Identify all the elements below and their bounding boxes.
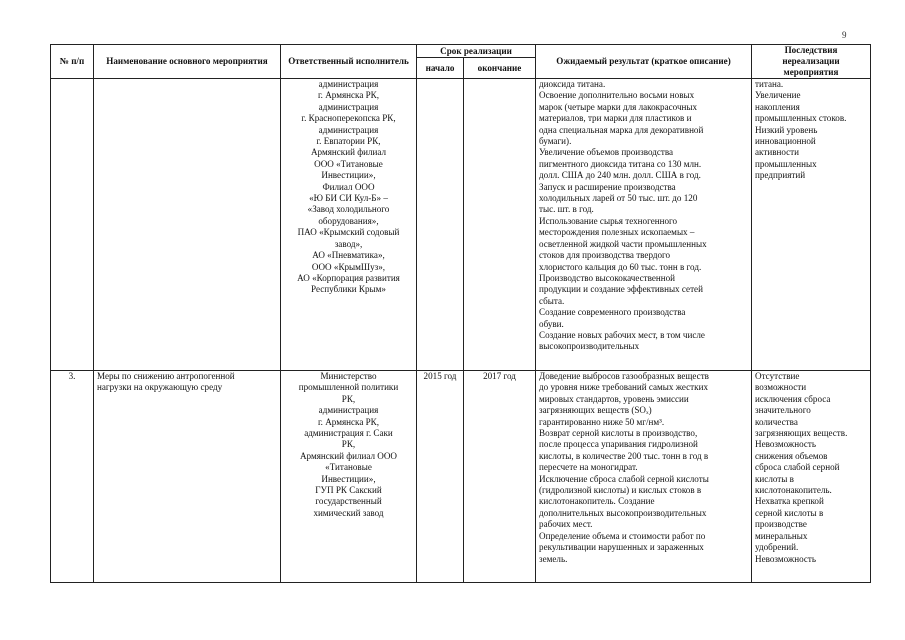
row2-result-line: до уровня ниже требований самых жестких [539, 382, 708, 393]
measures-table [50, 44, 871, 583]
row1-executor-line: завод», [334, 238, 363, 249]
row1-result-line: Создание новых рабочих мест, в том числе [539, 329, 705, 340]
header-measure: Наименование основного мероприятия [94, 45, 281, 79]
row2-consequence-line: минеральных [755, 530, 808, 541]
row1-executor-line: «Ю БИ СИ Кул-Б» – [309, 193, 388, 204]
row1-executor [281, 79, 417, 371]
row2-consequences [752, 371, 871, 583]
row2-consequence-line: Невозможность [755, 553, 817, 564]
row2-executor-line: государственный [315, 496, 382, 507]
row2-consequence-line: удобрений. [755, 542, 799, 553]
row1-num [51, 79, 94, 371]
row2-consequence-line: Отсутствие [755, 371, 800, 381]
row1-result-line: Освоение дополнительно восьми новых [539, 90, 695, 101]
row2-executor-line: г. Армянска РК, [317, 416, 380, 427]
row2-consequence-line: количества [755, 416, 798, 427]
row2-consequence-line: снижения объемов [755, 450, 828, 461]
row1-result-line: Создание современного производства [539, 307, 686, 318]
row1-executor-line: ООО «КрымШуз», [311, 261, 386, 272]
row1-consequence-line: Низкий уровень [755, 124, 818, 135]
row2-result-line: Доведение выбросов газообразных веществ [539, 371, 709, 381]
header-result: Ожидаемый результат (краткое описание) [536, 45, 752, 79]
row1-executor-line: АО «Корпорация развития [297, 272, 400, 283]
row1-result-line: Увеличение объемов производства [539, 147, 674, 158]
row2-result-line: земель. [539, 553, 568, 564]
row1-executor-line: администрация [318, 101, 379, 112]
row2-result-line: Исключение сброса слабой серной кислоты [539, 473, 709, 484]
row2-result-line: дополнительных высокопроизводительных [539, 507, 707, 518]
row2-executor-line: Инвестиции», [321, 473, 376, 484]
row1-executor-line: Армянский филиал [310, 147, 387, 158]
row1-result-line: обуви. [539, 318, 564, 329]
header-start: начало [417, 58, 464, 79]
row2-executor-line: химический завод [313, 507, 384, 518]
row2-result [536, 371, 752, 583]
row1-result-line: стоков для производства твердого [539, 250, 671, 261]
row1-result-line: холодильных ларей от 50 тыс. шт. до 120 [539, 193, 698, 204]
row1-result-line: осветленной жидкой части промышленных [539, 238, 707, 249]
row2-executor-line: «Титановые [325, 462, 372, 473]
row2-executor [281, 371, 417, 583]
page-number: 9 [842, 30, 847, 40]
row1-result-line: одна специальная марка для декоративной [539, 124, 704, 135]
row2-result-line: пересчете на моногидрат. [539, 462, 638, 473]
row1-result-line: Запуск и расширение производства [539, 181, 676, 192]
row2-executor-line: РК, [341, 393, 356, 404]
row2-consequence-line: производстве [755, 519, 807, 530]
row1-result-line: продукции и создание эффективных сетей [539, 284, 703, 295]
row1-result-line: долл. США до 240 млн. долл. США в год. [539, 170, 701, 181]
row1-result-line: тыс. шт. в год. [539, 204, 594, 215]
header-num: № п/п [51, 45, 94, 79]
row2-consequence-line: Нехватка крепкой [755, 496, 824, 507]
row2-end: 2017 год [464, 371, 536, 583]
row1-consequence-line: титана. [755, 79, 784, 89]
row1-executor-line: Республики Крым» [311, 284, 386, 295]
row1-result-line: Производство высококачественной [539, 272, 676, 283]
row1-measure [94, 79, 281, 371]
row1-executor-line: администрация [318, 124, 379, 135]
row1-result-line: высокопроизводительных [539, 341, 640, 352]
row2-measure [94, 371, 281, 583]
row1-consequences [752, 79, 871, 371]
row1-executor-line: г. Армянска РК, [317, 90, 380, 101]
row2-consequence-line: возможности [755, 382, 807, 393]
header-executor: Ответственный исполнитель [281, 45, 417, 79]
row2-consequence-line: кислоты в [755, 473, 794, 484]
row1-executor-line: ПАО «Крымский содовый [297, 227, 400, 238]
row2-result-line: Возврат серной кислоты в производство, [539, 428, 698, 439]
row1-end [464, 79, 536, 371]
row2-consequence-line: загрязняющих веществ. [755, 428, 848, 439]
row1-executor-line: г. Красноперекопска РК, [301, 113, 396, 124]
row1-result-line: марок (четыре марки для лакокрасочных [539, 101, 698, 112]
header-end: окончание [464, 58, 536, 79]
row1-result-line: Использование сырья техногенного [539, 215, 678, 226]
row1-result-line: материалов, три марки для пластиков и [539, 113, 692, 124]
row2-consequence-line: кислотонакопитель. [755, 485, 832, 496]
row2-result-line: рабочих мест. [539, 519, 593, 530]
row2-executor-line: Армянский филиал ООО [299, 450, 398, 461]
table-row [51, 79, 871, 371]
row1-executor-line: «Завод холодильного [307, 204, 390, 215]
row1-executor-line: Инвестиции», [321, 170, 376, 181]
row2-start: 2015 год [417, 371, 464, 583]
row1-executor-line: ООО «Титановые [314, 158, 383, 169]
row1-consequence-line: промышленных [755, 158, 817, 169]
row2-result-line: мировых стандартов, уровень эмиссии [539, 393, 689, 404]
row1-result-line: пигментного диоксида титана со 130 млн. [539, 158, 702, 169]
row2-result-line: кислоты, в количестве 200 тыс. тонн в год в [539, 450, 709, 461]
row1-result [536, 79, 752, 371]
row1-executor-line: оборудования», [318, 215, 379, 226]
row1-start [417, 79, 464, 371]
row2-result-line: загрязняющих веществ (SOₓ) [539, 405, 652, 416]
row2-result-line: рекультивации нарушенных и зараженных [539, 542, 704, 553]
row1-consequence-line: промышленных стоков. [755, 113, 847, 124]
row1-result-line: месторождения полезных ископаемых – [539, 227, 695, 238]
row2-executor-line: администрация г. Саки [304, 428, 393, 439]
row2-result-line: Определение объема и стоимости работ по [539, 530, 706, 541]
row2-result-line: кислотонакопитель. Создание [539, 496, 655, 507]
row1-consequence-line: активности [755, 147, 800, 158]
row2-executor-line: РК, [341, 439, 356, 450]
row2-consequence-line: серной кислоты в [755, 507, 824, 518]
row2-measure-line: Меры по снижению антропогенной [97, 371, 235, 381]
row2-consequence-line: Невозможность [755, 439, 817, 450]
row2-result-line: (гидролизной кислоты) и кислых стоков в [539, 485, 702, 496]
row1-result-line: диоксида титана. [539, 79, 606, 89]
header-consequences: Последствия нереализации мероприятия [752, 45, 871, 79]
row2-consequence-line: исключения сброса [755, 393, 831, 404]
row1-consequence-line: накопления [755, 101, 800, 112]
row2-consequence-line: сброса слабой серной [755, 462, 840, 473]
row2-result-line: гарантированно ниже 50 мг/нм³. [539, 416, 665, 427]
row1-result-line: бумаги). [539, 136, 572, 147]
row2-num: 3. [51, 371, 94, 583]
row1-executor-line: администрация [318, 79, 379, 89]
table-row [51, 371, 871, 583]
row1-consequence-line: предприятий [755, 170, 806, 181]
row1-result-line: хлористого кальция до 60 тыс. тонн в год. [539, 261, 702, 272]
row1-consequence-line: Увеличение [755, 90, 801, 101]
row1-consequence-line: инновационной [755, 136, 816, 147]
row1-executor-line: г. Евпатории РК, [316, 136, 381, 147]
row2-measure-line: нагрузки на окружающую среду [97, 382, 223, 393]
row2-executor-line: промышленной политики [298, 382, 399, 393]
row2-executor-line: Министерство [320, 371, 377, 381]
row2-result-line: после процесса упаривания гидролизной [539, 439, 698, 450]
row1-executor-line: АО «Пневматика», [312, 250, 385, 261]
row2-executor-line: ГУП РК Сакский [315, 485, 382, 496]
header-period: Срок реализации [417, 45, 536, 58]
row1-executor-line: Филиал ООО [322, 181, 375, 192]
row2-executor-line: администрация [318, 405, 379, 416]
row1-result-line: сбыта. [539, 295, 565, 306]
row2-consequence-line: значительного [755, 405, 811, 416]
